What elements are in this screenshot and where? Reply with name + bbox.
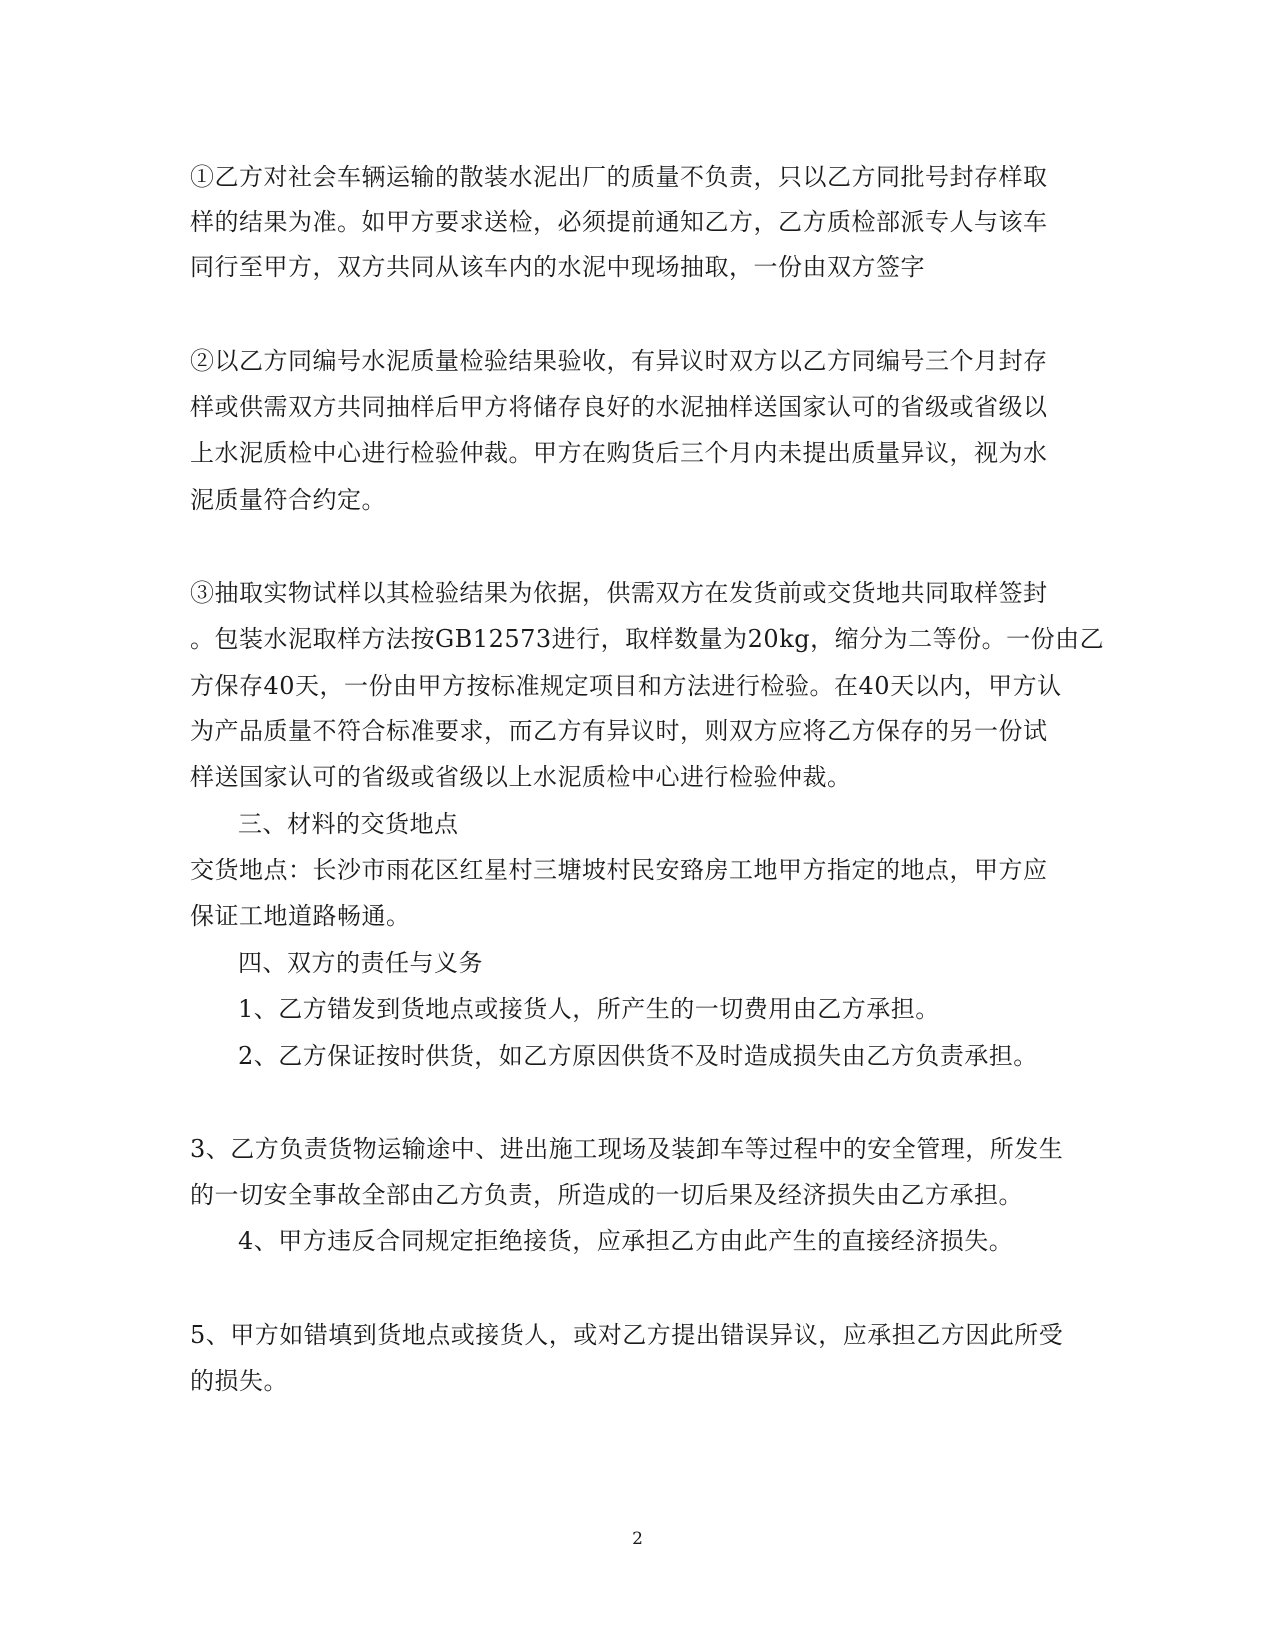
- paragraph-1-line-2: 样的结果为准。如甲方要求送检，必须提前通知乙方，乙方质检部派专人与该车: [190, 208, 1048, 236]
- paragraph-3-line-5: 样送国家认可的省级或省级以上水泥质检中心进行检验仲裁。: [190, 763, 852, 791]
- obligation-item-1: 1、乙方错发到货地点或接货人，所产生的一切费用由乙方承担。: [238, 995, 940, 1023]
- paragraph-2-line-1: ②以乙方同编号水泥质量检验结果验收，有异议时双方以乙方同编号三个月封存: [190, 347, 1048, 375]
- paragraph-3-line-1: ③抽取实物试样以其检验结果为依据，供需双方在发货前或交货地共同取样签封: [190, 579, 1048, 607]
- obligation-item-3-line-2: 的一切安全事故全部由乙方负责，所造成的一切后果及经济损失由乙方承担。: [190, 1181, 1023, 1209]
- obligation-item-5-line-2: 的损失。: [190, 1367, 288, 1395]
- paragraph-2-line-4: 泥质量符合约定。: [190, 486, 386, 514]
- obligation-item-5-line-1: 5、甲方如错填到货地点或接货人，或对乙方提出错误异议，应承担乙方因此所受: [190, 1321, 1064, 1349]
- obligation-item-3-line-1: 3、乙方负责货物运输途中、进出施工现场及装卸车等过程中的安全管理，所发生: [190, 1135, 1064, 1163]
- page-number: 2: [632, 1529, 643, 1549]
- paragraph-1-line-1: ①乙方对社会车辆运输的散装水泥出厂的质量不负责，只以乙方同批号封存样取: [190, 163, 1048, 191]
- paragraph-1-line-3: 同行至甲方，双方共同从该车内的水泥中现场抽取，一份由双方签字: [190, 253, 925, 281]
- section-3-heading: 三、材料的交货地点: [238, 810, 459, 838]
- paragraph-2-line-3: 上水泥质检中心进行检验仲裁。甲方在购货后三个月内未提出质量异议，视为水: [190, 439, 1048, 467]
- paragraph-3-line-4: 为产品质量不符合标准要求，而乙方有异议时，则双方应将乙方保存的另一份试: [190, 717, 1048, 745]
- section-4-heading: 四、双方的责任与义务: [238, 949, 483, 977]
- delivery-line-2: 保证工地道路畅通。: [190, 902, 411, 930]
- paragraph-3-line-3: 方保存40天，一份由甲方按标准规定项目和方法进行检验。在40天以内，甲方认: [190, 672, 1062, 700]
- delivery-line-1: 交货地点：长沙市雨花区红星村三塘坡村民安臵房工地甲方指定的地点，甲方应: [190, 856, 1048, 884]
- obligation-item-4: 4、甲方违反合同规定拒绝接货，应承担乙方由此产生的直接经济损失。: [238, 1227, 1014, 1255]
- obligation-item-2: 2、乙方保证按时供货，如乙方原因供货不及时造成损失由乙方负责承担。: [238, 1042, 1038, 1070]
- paragraph-3-line-2: 。包装水泥取样方法按GB12573进行，取样数量为20kg，缩分为二等份。一份由乙: [190, 625, 1105, 653]
- paragraph-2-line-2: 样或供需双方共同抽样后甲方将储存良好的水泥抽样送国家认可的省级或省级以: [190, 393, 1048, 421]
